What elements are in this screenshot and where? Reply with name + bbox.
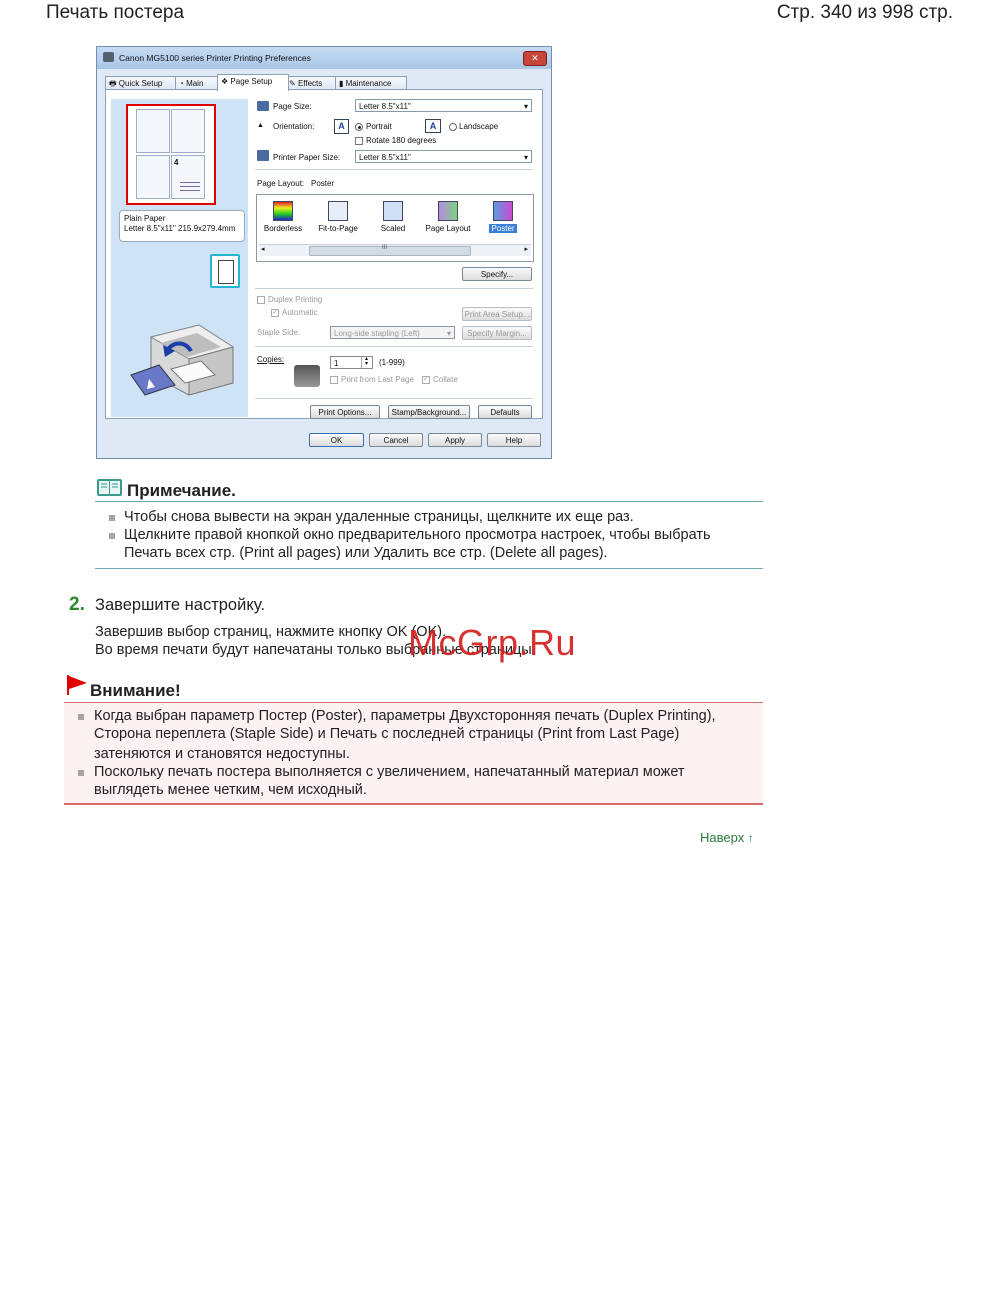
note-item-continued: Печать всех стр. (Print all pages) или Удалить все стр. (Delete all pages). (124, 545, 608, 561)
printing-preferences-dialog (96, 46, 552, 459)
landscape-radio[interactable] (449, 123, 457, 131)
main-tab-icon: ◔ (179, 79, 187, 88)
scroll-left-icon[interactable]: ◂ (261, 246, 265, 253)
rotate-label: Rotate 180 degrees (366, 136, 437, 145)
copies-label: Copies: (257, 355, 285, 364)
watermark: McGrp.Ru (408, 622, 577, 663)
layout-fit-to-page[interactable]: Fit-to-Page (312, 201, 364, 233)
maintenance-icon: ▮ (339, 79, 346, 88)
warning-text-line: Поскольку печать постера выполняется с увеличением, напечатанный материал может (94, 764, 685, 780)
copies-input[interactable]: 1 ▴ ▾ (330, 356, 373, 369)
collate-label: Collate (433, 375, 458, 384)
duplex-checkbox[interactable] (257, 296, 265, 304)
note-title: Примечание. (127, 481, 236, 500)
divider (255, 346, 533, 347)
close-button[interactable]: ✕ (523, 51, 547, 66)
media-size: Letter 8.5"x11" 215.9x279.4mm (124, 224, 236, 233)
layout-poster[interactable]: Poster (477, 201, 529, 233)
fit-to-page-icon (328, 201, 348, 221)
note-top-rule (95, 501, 763, 502)
page-layout-value: Poster (311, 179, 335, 188)
copies-stack-icon (294, 365, 320, 387)
dialog-titlebar (97, 47, 551, 69)
tab-effects[interactable]: ✎ Effects (285, 76, 339, 90)
step-text-line: Во время печати будут напечатаны только выбранные страницы. (95, 642, 536, 658)
rotate-checkbox[interactable] (355, 137, 363, 145)
poster-icon (493, 201, 513, 221)
landscape-label: Landscape (459, 122, 499, 131)
poster-page-3[interactable] (136, 155, 170, 199)
note-item: Щелкните правой кнопкой окно предварительного просмотра настроек, чтобы выбрать (124, 527, 711, 543)
tab-quick-setup[interactable]: 🖶 Quick Setup (105, 76, 177, 90)
media-type: Plain Paper (124, 214, 166, 223)
page-layout-label: Page Layout: (257, 179, 305, 188)
warning-text-line: выглядеть менее четким, чем исходный. (94, 782, 367, 798)
borderless-icon (273, 201, 293, 221)
page-size-label: Page Size: (273, 102, 312, 111)
poster-page-1[interactable] (136, 109, 170, 153)
printer-illustration-icon (129, 317, 239, 397)
portrait-icon: A (334, 119, 349, 134)
note-bottom-rule (95, 568, 763, 569)
landscape-icon: A (425, 119, 441, 133)
warning-text-line: затеняются и становятся недоступны. (94, 746, 350, 762)
page-size-select[interactable]: Letter 8.5"x11" ▾ (355, 99, 532, 112)
specify-margin-button[interactable]: Specify Margin... (462, 326, 532, 340)
page-layout-icon (438, 201, 458, 221)
dialog-title: Canon MG5100 series Printer Printing Preferences (119, 53, 311, 63)
note-book-icon (96, 478, 123, 497)
apply-button[interactable]: Apply (428, 433, 482, 447)
note-item: Чтобы снова вывести на экран удаленные страницы, щелкните их еще раз. (124, 509, 634, 525)
media-info-box (119, 210, 245, 242)
scroll-right-icon[interactable]: ▸ (524, 246, 528, 253)
copies-range: (1-999) (379, 358, 405, 367)
poster-page-2[interactable] (171, 109, 205, 153)
bullet-icon (78, 770, 84, 776)
collate-checkbox[interactable]: ✓ (423, 376, 429, 383)
tab-main[interactable]: ◔ Main (175, 76, 223, 90)
print-area-setup-button[interactable]: Print Area Setup... (462, 307, 532, 321)
automatic-label: Automatic (282, 308, 318, 317)
back-to-top-link[interactable]: Наверх ↑ (700, 830, 754, 845)
step-text-line: Завершив выбор страниц, нажмите кнопку OK (OK). (95, 624, 447, 640)
tab-maintenance[interactable]: ▮ Maintenance (335, 76, 407, 90)
warning-flag-icon (66, 674, 88, 696)
layout-page-layout[interactable]: Page Layout (422, 201, 474, 233)
printer-paper-label: Printer Paper Size: (273, 153, 341, 162)
scaled-icon (383, 201, 403, 221)
quick-setup-icon: 🖶 (109, 79, 119, 88)
warning-title: Внимание! (90, 681, 181, 700)
divider (255, 169, 533, 170)
warning-text-line: Когда выбран параметр Постер (Poster), параметры Двухсторонняя печать (Duplex Printing), (94, 708, 716, 724)
portrait-label: Portrait (366, 122, 392, 131)
page-size-icon (257, 101, 269, 111)
tab-page-setup[interactable]: ❖ Page Setup (217, 74, 289, 91)
page-setup-icon: ❖ (221, 77, 231, 86)
divider (255, 288, 533, 289)
staple-side-select[interactable]: Long-side stapling (Left) ▾ (330, 326, 455, 339)
printer-paper-select[interactable]: Letter 8.5"x11" ▾ (355, 150, 532, 163)
orientation-bullet-icon: ▲ (257, 122, 264, 129)
page-layout-list (256, 194, 534, 262)
duplex-label: Duplex Printing (268, 295, 323, 304)
scroll-thumb[interactable]: III (309, 246, 471, 256)
bullet-icon (109, 533, 115, 539)
print-options-button[interactable]: Print Options... (310, 405, 380, 419)
automatic-checkbox[interactable]: ✓ (272, 309, 278, 316)
warning-text-line: Сторона переплета (Staple Side) и Печать с последней страницы (Print from Last Page) (94, 726, 680, 742)
page-counter: Стр. 340 из 998 стр. (776, 2, 953, 23)
portrait-radio[interactable] (355, 123, 363, 131)
layout-scrollbar[interactable] (259, 244, 531, 256)
up-arrow-icon: ↑ (747, 831, 754, 845)
layout-borderless[interactable]: Borderless (257, 201, 309, 233)
printer-paper-icon (257, 150, 269, 161)
orientation-preview-icon (210, 254, 240, 288)
copies-spinner-icon[interactable]: ▴ ▾ (361, 357, 371, 368)
step-title: Завершите настройку. (95, 596, 265, 614)
staple-side-label: Staple Side: (257, 328, 301, 337)
defaults-button[interactable]: Defaults (478, 405, 532, 419)
printer-app-icon (103, 52, 114, 62)
help-button[interactable]: Help (487, 433, 541, 447)
divider (255, 398, 533, 399)
page-header-title: Печать постера (46, 2, 185, 23)
print-last-page-checkbox[interactable] (330, 376, 338, 384)
effects-icon: ✎ (289, 79, 298, 88)
ok-button[interactable]: OK (309, 433, 364, 447)
orientation-label: Orientation: (273, 122, 315, 131)
bullet-icon (78, 714, 84, 720)
cancel-button[interactable]: Cancel (369, 433, 423, 447)
bullet-icon (109, 515, 115, 521)
specify-button[interactable]: Specify... (462, 267, 532, 281)
poster-page-4[interactable]: 4 (171, 155, 205, 199)
poster-preview[interactable] (126, 104, 216, 205)
stamp-background-button[interactable]: Stamp/Background... (388, 405, 470, 419)
step-number: 2. (69, 594, 85, 615)
print-last-page-label: Print from Last Page (341, 375, 414, 384)
layout-scaled[interactable]: Scaled (367, 201, 419, 233)
